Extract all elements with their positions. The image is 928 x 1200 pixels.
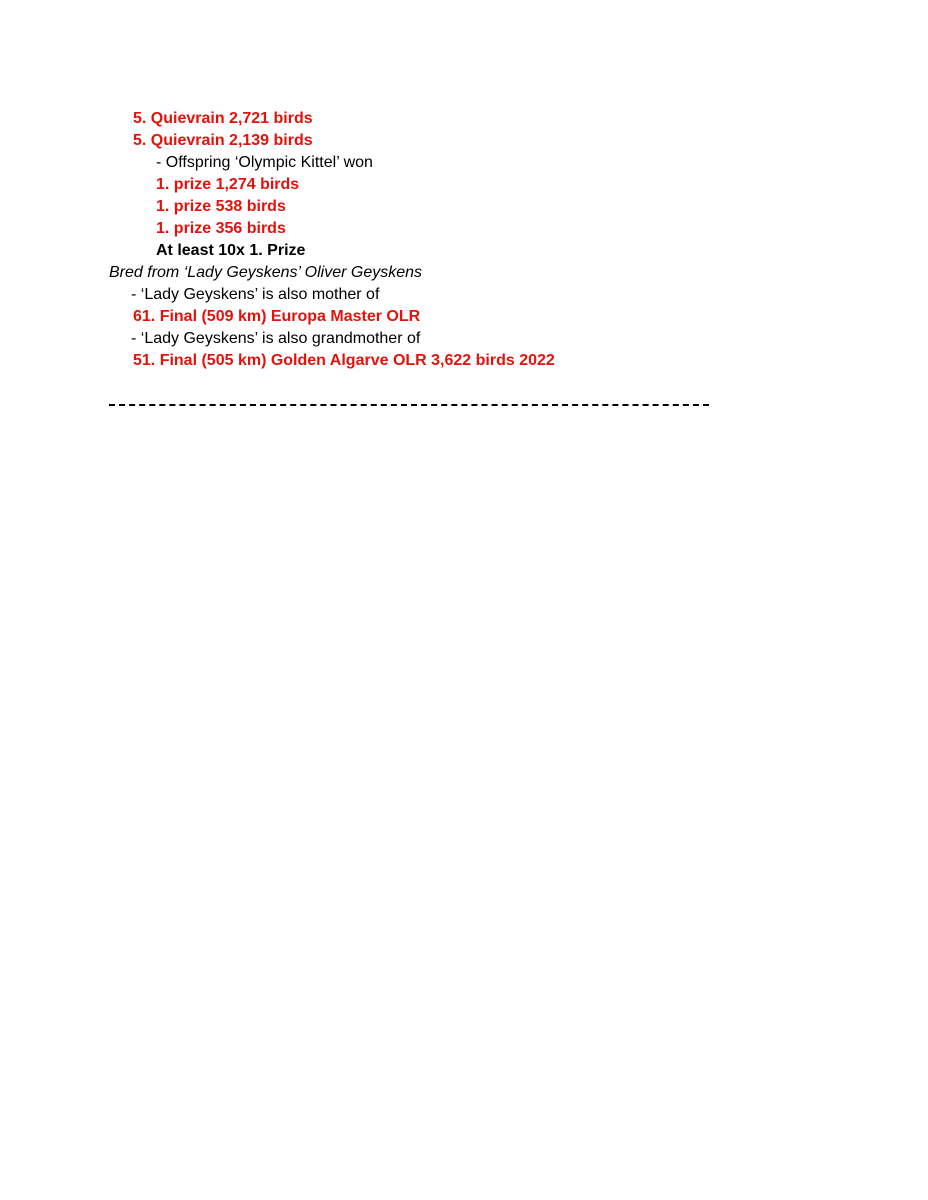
grandmother-note: - ‘Lady Geyskens’ is also grandmother of	[131, 330, 421, 347]
result-line-quievrain-1: 5. Quievrain 2,721 birds	[133, 110, 313, 127]
result-line-europa-master: 61. Final (509 km) Europa Master OLR	[133, 308, 421, 325]
section-divider	[109, 404, 709, 406]
prize-line-3: 1. prize 356 birds	[156, 220, 286, 237]
prize-summary: At least 10x 1. Prize	[156, 242, 306, 259]
result-line-quievrain-2: 5. Quievrain 2,139 birds	[133, 132, 313, 149]
bred-from-line: Bred from ‘Lady Geyskens’ Oliver Geyskens	[109, 264, 423, 281]
offspring-note: - Offspring ‘Olympic Kittel’ won	[156, 154, 373, 171]
result-line-golden-algarve: 51. Final (505 km) Golden Algarve OLR 3,622 birds 2022	[133, 352, 555, 369]
mother-note: - ‘Lady Geyskens’ is also mother of	[131, 286, 380, 303]
prize-line-2: 1. prize 538 birds	[156, 198, 286, 215]
prize-line-1: 1. prize 1,274 birds	[156, 176, 300, 193]
